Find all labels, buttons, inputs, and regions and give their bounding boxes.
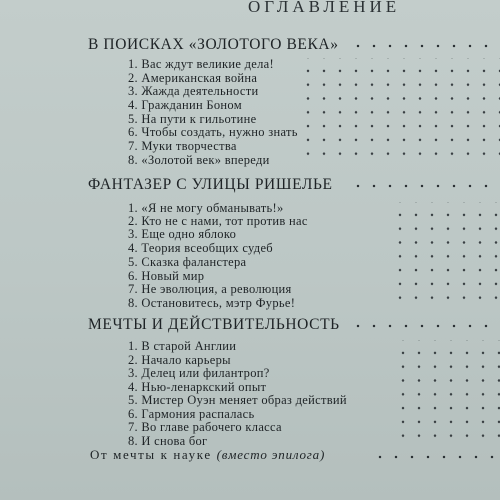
toc-entry: 3. Еще одно яблоко — [128, 227, 237, 241]
toc-entry: 7. Во главе рабочего класса — [128, 420, 282, 434]
dot-leaders — [300, 58, 500, 166]
toc-entry: 1. «Я не могу обманывать!» — [128, 201, 284, 215]
dot-leader — [350, 44, 500, 48]
toc-entry: 7. Не эволюция, а революция — [128, 282, 292, 296]
toc-entry: 8. Остановитесь, мэтр Фурье! — [128, 296, 296, 310]
toc-entry: 5. Сказка фаланстера — [128, 255, 247, 269]
section-title: В ПОИСКАХ «ЗОЛОТОГО ВЕКА» — [88, 36, 339, 53]
toc-entry: 1. Вас ждут великие дела! — [128, 57, 274, 71]
section-title: МЕЧТЫ И ДЕЙСТВИТЕЛЬНОСТЬ — [88, 316, 340, 333]
toc-entry: 6. Гармония распалась — [128, 407, 255, 421]
toc-entry: 3. Жажда деятельности — [128, 84, 259, 98]
toc-entry: 8. «Золотой век» впереди — [128, 153, 270, 167]
toc-entry: 5. Мистер Оуэн меняет образ действий — [128, 393, 347, 407]
dot-leader — [350, 184, 500, 188]
toc-entry: 2. Кто не с нами, тот против нас — [128, 214, 308, 228]
toc-entry: 7. Муки творчества — [128, 139, 237, 153]
toc-entry: 4. Нью-ленаркский опыт — [128, 380, 267, 394]
toc-entry: 2. Американская война — [128, 71, 258, 85]
section-title: ФАНТАЗЕР С УЛИЦЫ РИШЕЛЬЕ — [88, 176, 333, 193]
toc-entry: 8. И снова бог — [128, 434, 208, 448]
toc-entry: 6. Чтобы создать, нужно знать — [128, 125, 298, 139]
toc-entry: 1. В старой Англии — [128, 339, 237, 353]
dot-leader — [372, 455, 500, 459]
page-title: ОГЛАВЛЕНИЕ — [248, 0, 401, 16]
toc-entry: 4. Гражданин Боном — [128, 98, 242, 112]
toc-entry: 3. Делец или филантроп? — [128, 366, 270, 380]
epilogue-note: (вместо эпилога) — [216, 447, 326, 462]
toc-entry: 6. Новый мир — [128, 269, 205, 283]
dot-leaders — [392, 202, 500, 310]
epilogue-entry — [90, 447, 325, 463]
dot-leaders — [395, 340, 500, 448]
epilogue-title: От мечты к науке — [90, 447, 212, 462]
toc-entry: 4. Теория всеобщих судеб — [128, 241, 273, 255]
toc-entry: 5. На пути к гильотине — [128, 112, 257, 126]
toc-entry: 2. Начало карьеры — [128, 353, 231, 367]
dot-leader — [350, 324, 500, 328]
